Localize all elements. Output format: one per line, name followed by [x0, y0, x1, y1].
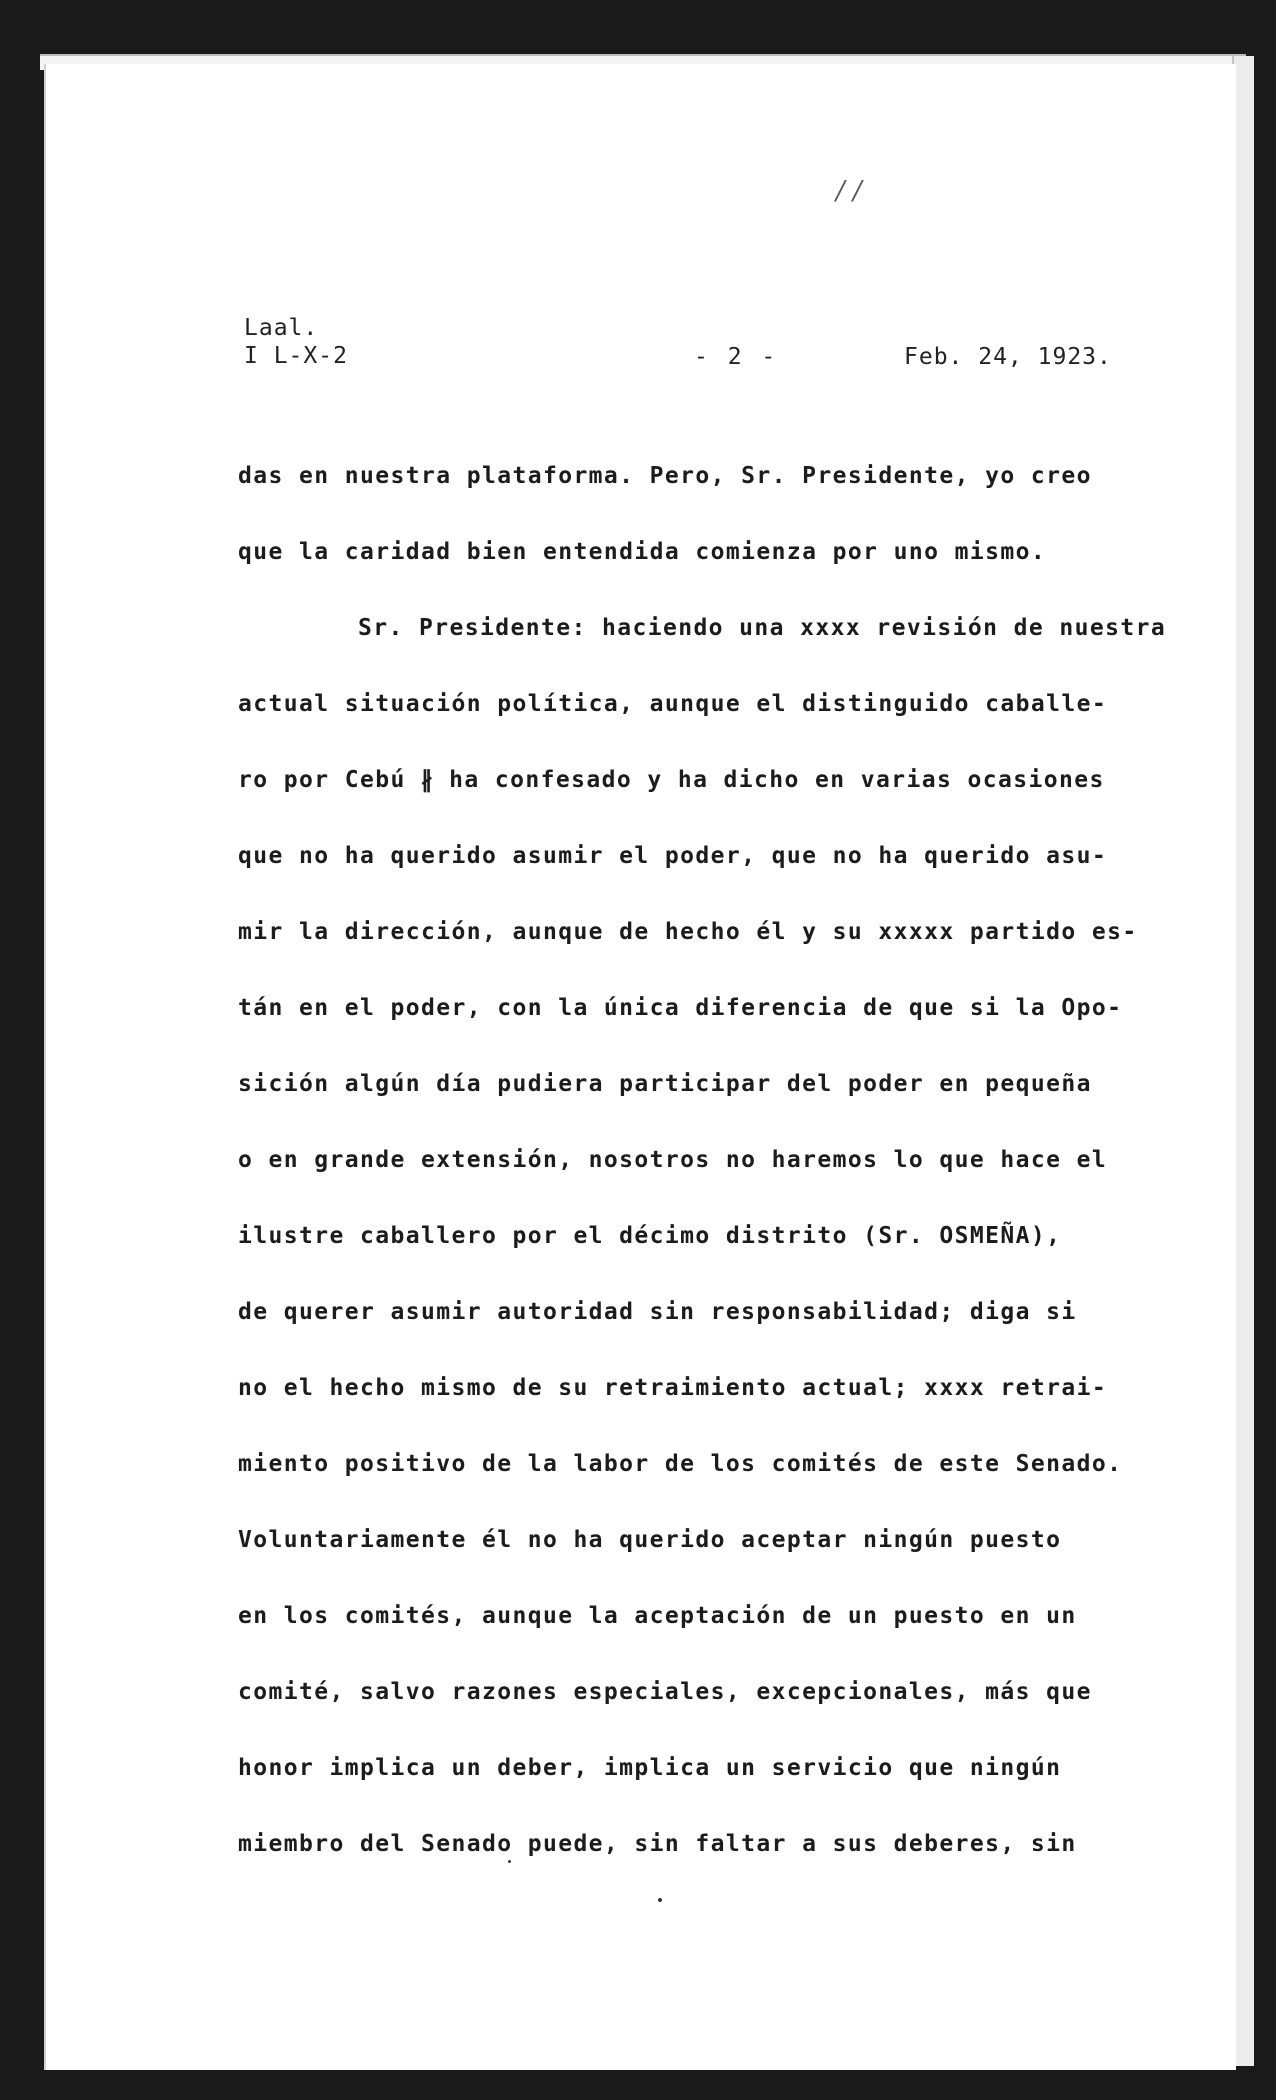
body-line: miento positivo de la labor de los comités de este Senado.: [238, 1451, 1123, 1477]
body-line: no el hecho mismo de su retraimiento actual; xxxx retrai-: [238, 1375, 1108, 1401]
body-line: Sr. Presidente: haciendo una xxxx revisión de nuestra: [358, 615, 1167, 641]
reference-line-1: Laal.: [244, 315, 319, 341]
document-header: [244, 314, 1144, 370]
body-line: en los comités, aunque la aceptación de un puesto en un: [238, 1603, 1077, 1629]
body-line: mir la dirección, aunque de hecho él y su xxxxx partido es-: [238, 919, 1138, 945]
body-line: Voluntariamente él no ha querido aceptar ningún puesto: [238, 1527, 1062, 1553]
body-line: honor implica un deber, implica un servicio que ningún: [238, 1755, 1062, 1781]
body-line: de querer asumir autoridad sin responsabilidad; diga si: [238, 1299, 1077, 1325]
body-line: o en grande extensión, nosotros no haremos lo que hace el: [238, 1147, 1108, 1173]
body-line: actual situación política, aunque el distinguido caballe-: [238, 691, 1108, 717]
document-body: [238, 438, 1178, 1882]
body-line: das en nuestra plataforma. Pero, Sr. Presidente, yo creo: [238, 463, 1092, 489]
body-line: ro por Cebú ∦ ha confesado y ha dicho en varias ocasiones: [238, 767, 1105, 793]
document-date: Feb. 24, 1923.: [904, 344, 1112, 370]
reference-line-2: I L-X-2: [244, 343, 348, 369]
pen-mark: / /: [836, 176, 862, 206]
page-number: - 2 -: [694, 344, 779, 370]
body-line: que no ha querido asumir el poder, que no ha querido asu-: [238, 843, 1108, 869]
scan-speck: [658, 1898, 662, 1902]
body-line: sición algún día pudiera participar del poder en pequeña: [238, 1071, 1092, 1097]
document-page: [44, 64, 1236, 2070]
body-line: miembro del Senado puede, sin faltar a sus deberes, sin: [238, 1831, 1077, 1857]
body-line: comité, salvo razones especiales, excepcionales, más que: [238, 1679, 1092, 1705]
body-line: ilustre caballero por el décimo distrito (Sr. OSMEÑA),: [238, 1223, 1062, 1249]
body-line: tán en el poder, con la única diferencia de que si la Opo-: [238, 995, 1123, 1021]
body-line: que la caridad bien entendida comienza por uno mismo.: [238, 539, 1047, 565]
scan-speck: [508, 1860, 511, 1863]
